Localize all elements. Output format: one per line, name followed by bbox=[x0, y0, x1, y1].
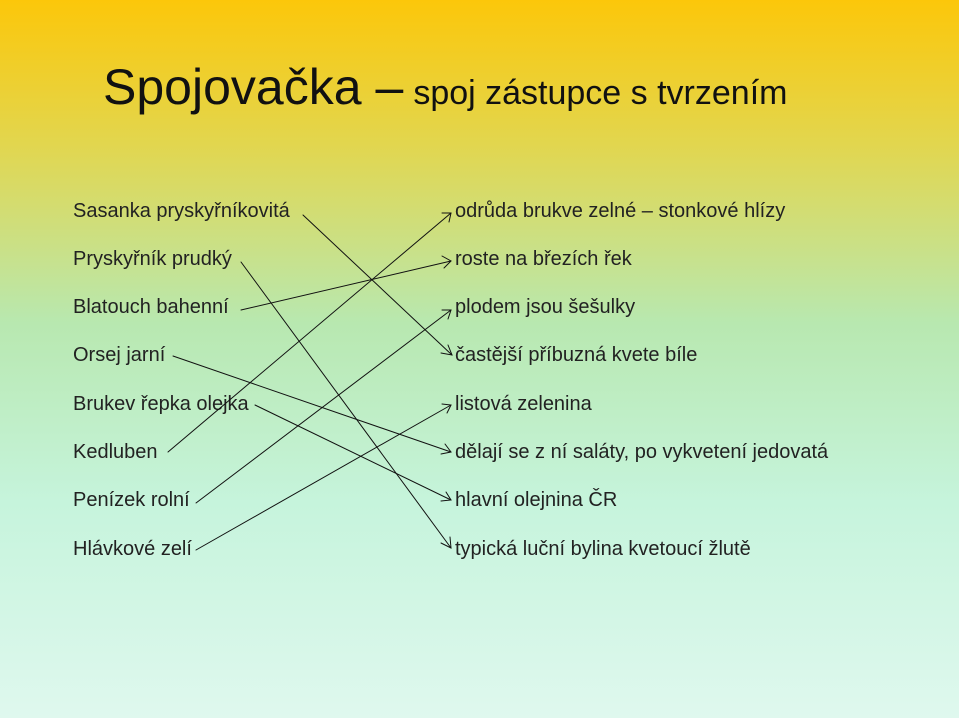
title-dash: – bbox=[375, 59, 404, 115]
right-item-roste: roste na březích řek bbox=[455, 248, 632, 270]
slide-title bbox=[103, 58, 787, 116]
right-item-plodem: plodem jsou šešulky bbox=[455, 296, 636, 318]
right-item-odruda: odrůda brukve zelné – stonkové hlízy bbox=[455, 200, 786, 222]
left-item-blatouch: Blatouch bahenní bbox=[73, 296, 229, 318]
right-item-delaji: dělají se z ní saláty, po vykvetení jedovatá bbox=[455, 441, 829, 463]
right-item-castejsi: častější příbuzná kvete bíle bbox=[455, 344, 698, 366]
right-item-typicka: typická luční bylina kvetoucí žlutě bbox=[455, 538, 751, 560]
left-item-sasanka: Sasanka pryskyřníkovitá bbox=[73, 200, 290, 222]
arrow-blatouch-to-roste bbox=[241, 256, 451, 310]
left-item-kedluben: Kedluben bbox=[73, 441, 158, 463]
title-subtitle: spoj zástupce s tvrzením bbox=[413, 74, 788, 112]
left-item-pryskyrnik: Pryskyřník prudký bbox=[73, 248, 232, 270]
right-item-listova: listová zelenina bbox=[455, 393, 592, 415]
arrow-pryskyrnik-to-typicka bbox=[241, 262, 451, 548]
left-item-penizek: Penízek rolní bbox=[73, 489, 190, 511]
title-main: Spojovačka bbox=[103, 59, 362, 115]
left-item-brukev: Brukev řepka olejka bbox=[73, 393, 249, 415]
arrow-brukev-to-hlavni bbox=[255, 405, 451, 501]
right-item-hlavni: hlavní olejnina ČR bbox=[455, 489, 618, 511]
left-item-orsej: Orsej jarní bbox=[73, 344, 166, 366]
left-item-hlavkove-zeli: Hlávkové zelí bbox=[73, 538, 192, 560]
arrow-hlavkove-to-listova bbox=[196, 404, 451, 550]
arrow-sasanka-to-castejsi bbox=[303, 215, 452, 355]
